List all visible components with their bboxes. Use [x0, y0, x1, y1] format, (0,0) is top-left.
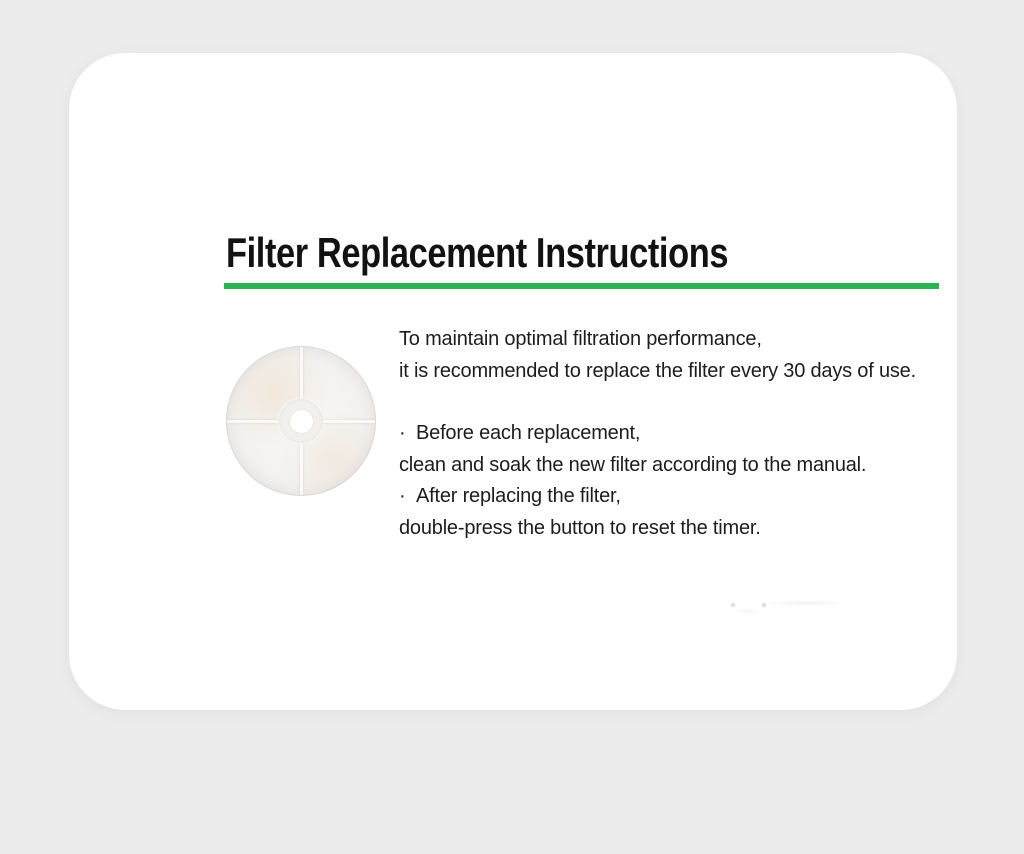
bullet-2-lead-text: After replacing the filter, [416, 485, 621, 508]
bullet-2-lead [399, 481, 959, 513]
bullet-2-detail: double-press the button to reset the timer. [399, 516, 761, 539]
bullet-1-lead [399, 418, 959, 450]
bullet-1-detail: clean and soak the new filter according to the manual. [399, 453, 867, 476]
filter-disc-image [226, 346, 376, 496]
intro-line-2: it is recommended to replace the filter every 30 days of use. [399, 359, 916, 382]
bullet-1-lead-text: Before each replacement, [416, 422, 641, 445]
bullet-marker: · [399, 485, 406, 508]
bullet-marker: · [399, 422, 406, 445]
filter-disc-center-hole [290, 410, 313, 433]
title-accent-underline [224, 283, 939, 289]
intro-line-1: To maintain optimal filtration performance, [399, 328, 762, 350]
page-title: Filter Replacement Instructions [226, 229, 729, 276]
instruction-text [399, 324, 959, 545]
faded-watermark-smudge [716, 595, 846, 615]
instruction-card [69, 53, 957, 710]
bullet-list [399, 418, 959, 544]
